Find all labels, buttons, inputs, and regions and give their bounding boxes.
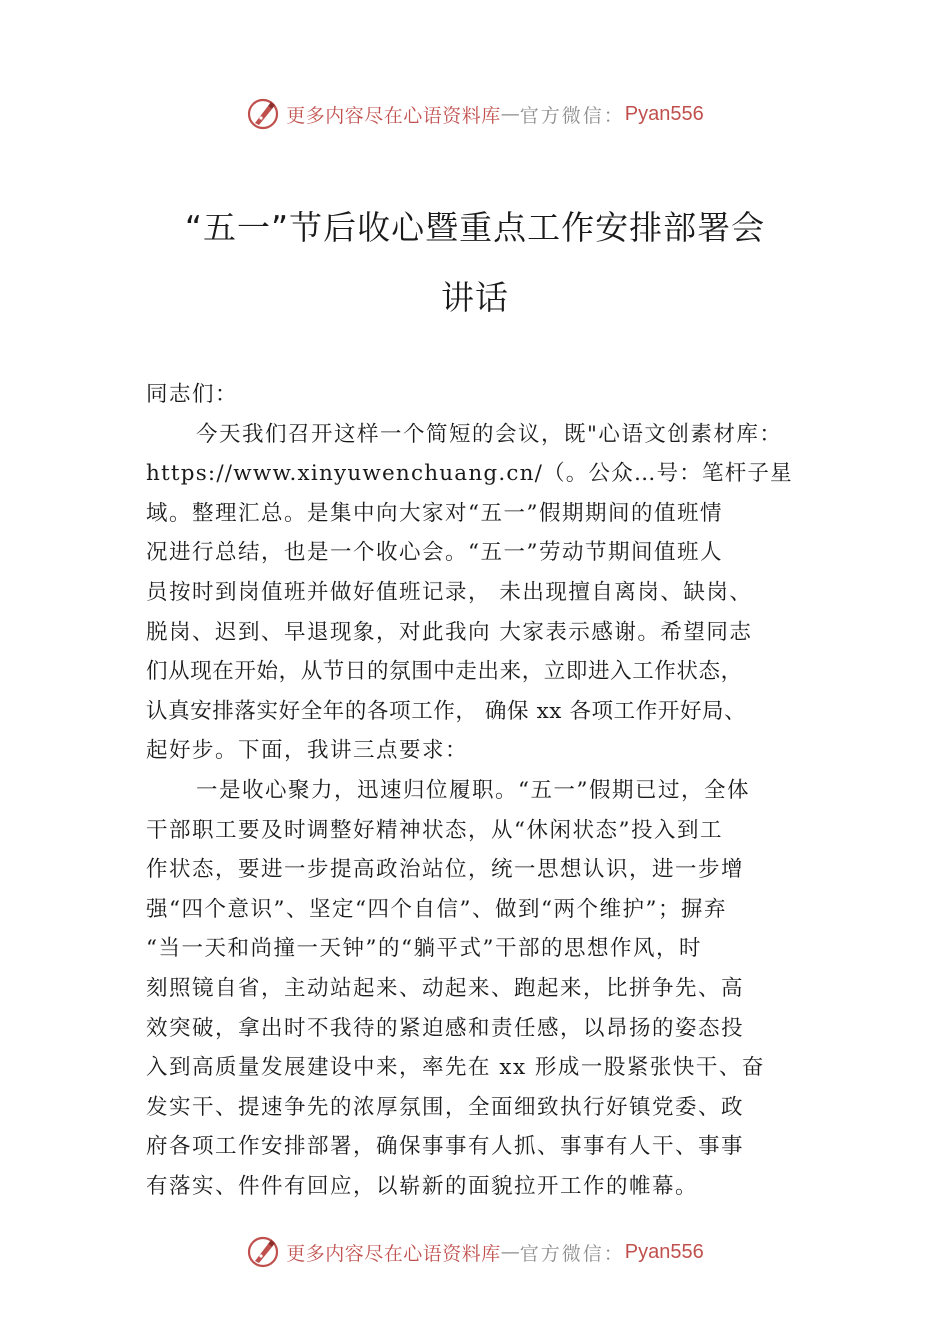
paragraph-line: 干部职工要及时调整好精神状态，从“休闲状态”投入到工: [146, 817, 723, 843]
pen-nib-logo-icon: [246, 1235, 280, 1269]
banner-wechat-label: 官方微信：: [519, 1242, 625, 1265]
banner-wechat-label: 官方微信：: [519, 104, 625, 127]
paragraph-line: 府各项工作安排部署，确保事事有人抓、事事有人干、事事: [146, 1134, 745, 1160]
banner-separator: —: [500, 1241, 520, 1263]
document-title-line1: “五一”节后收心暨重点工作安排部署会: [184, 208, 766, 247]
paragraph-line: 脱岗、迟到、早退现象，对此我向 大家表示感谢。希望同志: [146, 619, 753, 645]
paragraph-line: 起好步。下面，我讲三点要求：: [146, 738, 469, 764]
paragraph-line: 况进行总结，也是一个收心会。“五一”劳动节期间值班人: [146, 540, 723, 566]
paragraph-line: 今天我们召开这样一个简短的会议，既"心语文创素材库：: [196, 421, 783, 447]
paragraph-line: 有落实、件件有回应，以崭新的面貌拉开工作的帷幕。: [146, 1173, 699, 1199]
paragraph-line: 认真安排落实好全年的各项工作， 确保 xx 各项工作开好局、: [146, 698, 747, 724]
paragraph-line: 刻照镜自省，主动站起来、动起来、跑起来，比拼争先、高: [146, 975, 745, 1001]
paragraph-line: 们从现在开始，从节日的氛围中走出来，立即进入工作状态，: [146, 659, 743, 685]
banner-separator: —: [500, 103, 520, 125]
document-body: [146, 375, 836, 1206]
banner-wechat-id: Pyan556: [624, 1240, 704, 1263]
banner-main-text: 更多内容尽在心语资料库: [286, 104, 501, 127]
paragraph-line: 发实干、提速争先的浓厚氛围，全面细致执行好镇党委、政: [146, 1094, 745, 1120]
footer-banner: [0, 1232, 950, 1272]
paragraph-line: 域。整理汇总。是集中向大家对“五一”假期期间的值班情: [146, 500, 723, 526]
banner-wechat-id: Pyan556: [624, 102, 704, 125]
paragraph-line: 作状态，要进一步提高政治站位，统一思想认识，进一步增: [146, 857, 745, 883]
paragraph-line: 一是收心聚力，迅速归位履职。“五一”假期已过，全体: [196, 777, 750, 803]
banner-main-text: 更多内容尽在心语资料库: [286, 1242, 501, 1265]
document-title-line2: 讲话: [441, 278, 509, 317]
salutation: 同志们：: [146, 382, 239, 407]
paragraph-line: https://www.xinyuwenchuang.cn/（。公众…号：笔杆子星: [146, 461, 793, 487]
paragraph-line: 效突破，拿出时不我待的紧迫感和责任感，以昂扬的姿态投: [146, 1015, 745, 1041]
paragraph-line: 入到高质量发展建设中来，率先在 xx 形成一股紧张快干、奋: [146, 1055, 765, 1081]
header-banner: [0, 94, 950, 134]
paragraph-line: 员按时到岗值班并做好值班记录， 未出现擅自离岗、缺岗、: [146, 579, 753, 605]
paragraph-line: “当一天和尚撞一天钟”的“躺平式”干部的思想作风，时: [146, 936, 702, 962]
pen-nib-logo-icon: [246, 97, 280, 131]
paragraph-line: 强“四个意识”、坚定“四个自信”、做到“两个维护”；摒弃: [146, 896, 727, 922]
